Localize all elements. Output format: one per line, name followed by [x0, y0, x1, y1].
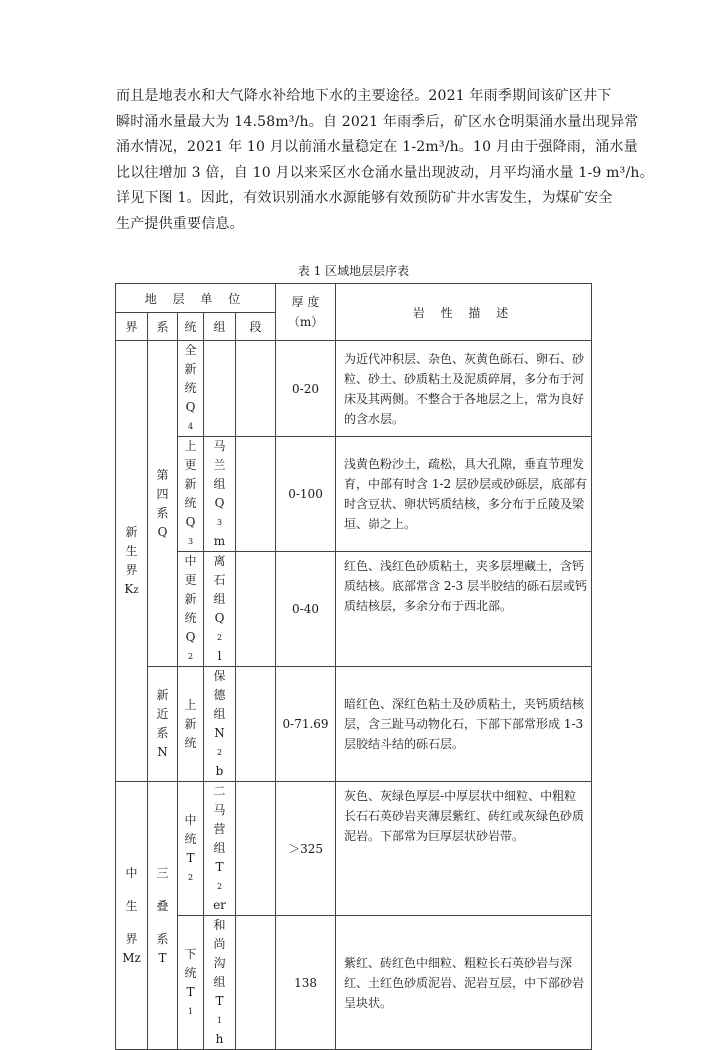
formation-char: 离: [213, 554, 226, 568]
thickness-cell: 0-40: [276, 552, 336, 667]
header-tong: 统: [178, 313, 204, 341]
thickness-cell: 138: [276, 916, 336, 1050]
table-caption: 表 1 区域地层层序表: [297, 264, 410, 278]
thickness-cell: 0-100: [276, 437, 336, 552]
series-char: 上: [184, 439, 197, 453]
description-cell: 浅黄色粉沙土，疏松，具大孔隙，垂直节理发育，中部有时含 1-2 层砂层或砂砾层，底部有时含豆状、卵状钙质结核，多分布于丘陵及梁垣、峁之上。: [336, 437, 592, 552]
era-char: 中: [125, 865, 138, 880]
system-char: 三: [156, 865, 169, 880]
header-jie: 界: [116, 313, 148, 341]
series-char: 统: [184, 965, 197, 980]
series-code: Q 2: [185, 630, 196, 661]
formation-char: 组: [213, 707, 226, 721]
formation-code: N 2 b: [214, 726, 225, 778]
formation-code: T 2 er: [213, 860, 226, 912]
thickness-cell: 0-71.69: [276, 667, 336, 782]
strata-table: [115, 283, 592, 1050]
series-char: 更: [184, 573, 197, 587]
formation-cell: [204, 667, 236, 782]
member-cell: [236, 552, 276, 667]
description-cell: 为近代冲积层、杂色、灰黄色砾石、卵石、砂粒、砂土、砂质粘土及泥质碎屑，多分布于河床及其两侧。不整合于各地层之上，常为良好的含水层。: [336, 341, 592, 437]
era-char: 新: [125, 524, 138, 539]
formation-cell: [204, 341, 236, 437]
thickness-cell: ＞325: [276, 782, 336, 916]
series-char: 新: [184, 716, 197, 731]
formation-char: 尚: [213, 937, 226, 951]
formation-char: 石: [213, 573, 226, 587]
formation-char: 德: [213, 688, 226, 702]
system-code: T: [158, 950, 167, 965]
member-cell: [236, 782, 276, 916]
system-code: N: [157, 745, 168, 759]
body-paragraph: [116, 84, 654, 238]
era-kz: [116, 341, 148, 782]
member-cell: [236, 916, 276, 1050]
series-cell: [178, 667, 204, 782]
system-char: 系: [156, 726, 169, 740]
formation-char: 马: [213, 439, 226, 453]
system-quaternary: [148, 341, 178, 667]
series-char: 统: [184, 496, 197, 510]
paragraph-line: 瞬时涌水量最大为 14.58m³/h。自 2021 年雨季后，矿区水仓明渠涌水量出现异常: [116, 113, 639, 130]
paragraph-line: 生产提供重要信息。: [116, 215, 244, 232]
series-char: 中: [184, 812, 197, 827]
era-code: Kz: [124, 581, 139, 596]
member-cell: [236, 667, 276, 782]
series-char: 统: [184, 611, 197, 625]
header-thickness-label: 厚 度: [291, 295, 320, 309]
description-cell: 暗红色、深红色粘土及砂质粘土，夹钙质结核层，含三趾马动物化石，下部下部常形成 1-3 层胶结斗结的砾石层。: [336, 667, 592, 782]
series-code: Q 3: [185, 515, 196, 546]
system-triassic: [148, 782, 178, 1050]
system-neogene: [148, 667, 178, 782]
series-char: 统: [184, 381, 197, 395]
formation-code: Q 2 l: [214, 611, 225, 663]
series-code: T 2: [186, 850, 195, 882]
series-char: 更: [184, 458, 197, 472]
era-char: 生: [125, 543, 138, 558]
formation-char: 二: [213, 784, 226, 798]
header-thickness-unit: （m）: [287, 315, 324, 329]
system-char: 叠: [156, 898, 169, 913]
era-char: 生: [125, 898, 138, 913]
formation-char: 组: [213, 592, 226, 606]
series-char: 新: [184, 592, 197, 606]
header-unit: 地 层 单 位: [116, 284, 276, 313]
era-char: 界: [125, 562, 138, 577]
series-char: 统: [184, 831, 197, 846]
header-xi: 系: [148, 313, 178, 341]
system-char: 系: [156, 505, 169, 520]
spacer: [148, 883, 177, 897]
system-code: Q: [157, 524, 168, 539]
series-cell: [178, 552, 204, 667]
series-char: 统: [184, 735, 197, 750]
paragraph-line: 而且是地表水和大气降水补给地下水的主要途径。2021 年雨季期间该矿区井下: [116, 88, 612, 104]
formation-cell: [204, 916, 236, 1050]
formation-char: 组: [213, 477, 226, 491]
system-char: 第: [156, 467, 169, 482]
system-char: 近: [156, 707, 169, 721]
paragraph-line: 涌水情况，2021 年 10 月以前涌水量稳定在 1-2m³/h。10 月由于强降雨，涌水量: [116, 139, 638, 156]
formation-char: 保: [213, 669, 226, 683]
series-char: 新: [184, 362, 197, 376]
member-cell: [236, 341, 276, 437]
series-code: Q 4: [185, 400, 196, 431]
formation-char: 营: [213, 822, 226, 836]
formation-char: 组: [213, 841, 226, 855]
member-cell: [236, 437, 276, 552]
spacer: [116, 883, 147, 897]
system-char: 新: [156, 688, 169, 702]
era-code: Mz: [122, 950, 141, 965]
formation-cell: [204, 552, 236, 667]
era-char: 界: [125, 931, 138, 946]
spacer: [116, 916, 147, 930]
spacer: [148, 916, 177, 930]
formation-char: 组: [213, 975, 226, 989]
series-char: 上: [184, 697, 197, 712]
formation-char: 马: [213, 803, 226, 817]
header-description: 岩 性 描 述: [336, 284, 592, 341]
formation-code: T 1 h: [215, 994, 224, 1046]
series-cell: [178, 341, 204, 437]
system-char: 四: [156, 486, 169, 501]
series-char: 全: [184, 343, 197, 357]
formation-code: Q 3 m: [213, 496, 226, 548]
series-char: 新: [184, 477, 197, 491]
formation-char: 兰: [213, 458, 226, 472]
paragraph-line: 比以往增加 3 倍，自 10 月以来采区水仓涌水量出现波动，月平均涌水量 1-9 m³/h。: [116, 164, 654, 181]
series-char: 下: [184, 946, 197, 961]
series-cell: [178, 437, 204, 552]
series-char: 中: [184, 554, 197, 568]
header-duan: 段: [236, 313, 276, 341]
paragraph-line: 详见下图 1。因此，有效识别涌水水源能够有效预防矿井水害发生，为煤矿安全: [116, 190, 613, 207]
description-cell: 紫红、砖红色中细粒、粗粒长石英砂岩与深红、土红色砂质泥岩、泥岩互层，中下部砂岩呈块状。: [336, 916, 592, 1050]
formation-cell: [204, 437, 236, 552]
header-thickness: [276, 284, 336, 341]
series-cell: [178, 916, 204, 1050]
formation-char: 沟: [213, 956, 226, 970]
series-code: T 1: [186, 984, 195, 1016]
description-cell: 红色、浅红色砂质粘土，夹多层埋藏土，含钙质结核。底部常含 2-3 层半胶结的砾石层或钙质结核层，多余分布于西北部。: [336, 552, 592, 667]
header-zu: 组: [204, 313, 236, 341]
formation-cell: [204, 782, 236, 916]
system-char: 系: [156, 931, 169, 946]
formation-char: 和: [213, 918, 226, 932]
thickness-cell: 0-20: [276, 341, 336, 437]
series-cell: [178, 782, 204, 916]
era-mz: [116, 782, 148, 1050]
description-cell: 灰色、灰绿色厚层-中厚层状中细粒、中粗粒长石石英砂岩夹薄层紫红、砖红或灰绿色砂质泥岩。下部常为巨厚层状砂岩带。: [336, 782, 592, 916]
